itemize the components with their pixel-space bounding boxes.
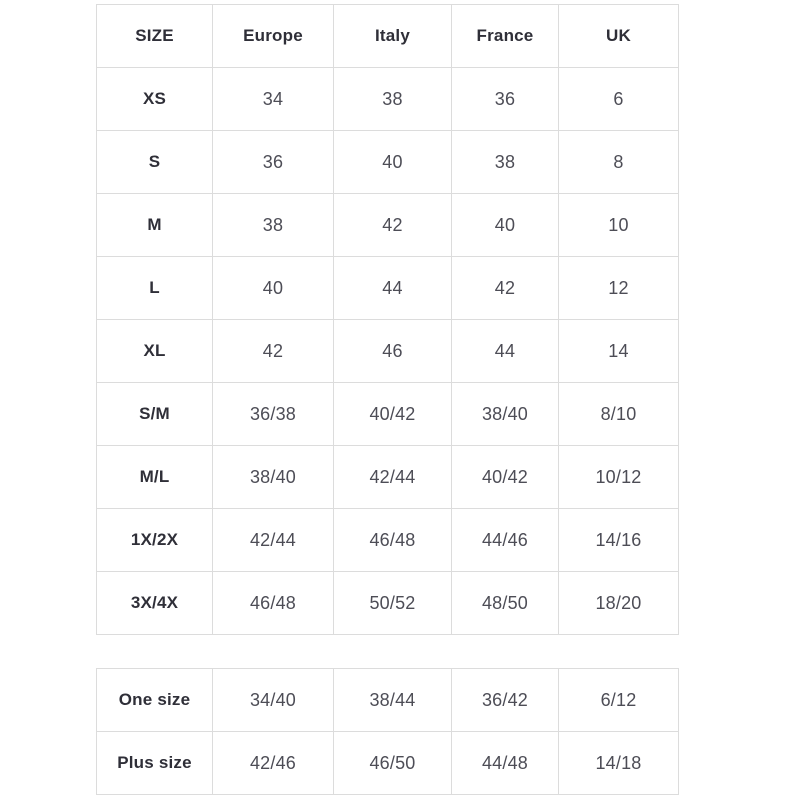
cell-france: 40/42 (452, 446, 559, 509)
size-chart-secondary-table (96, 668, 679, 795)
cell-italy: 40/42 (334, 383, 452, 446)
cell-uk: 12 (559, 257, 679, 320)
cell-europe: 36/38 (213, 383, 334, 446)
row-label: M/L (97, 446, 213, 509)
cell-uk: 14 (559, 320, 679, 383)
cell-europe: 38 (213, 194, 334, 257)
table-row-xs (97, 68, 679, 131)
column-header-uk: UK (559, 5, 679, 68)
row-label: S (97, 131, 213, 194)
cell-europe: 42/46 (213, 732, 334, 795)
table-row-m-l (97, 446, 679, 509)
cell-france: 42 (452, 257, 559, 320)
row-label: M (97, 194, 213, 257)
cell-uk: 8 (559, 131, 679, 194)
table-row-l (97, 257, 679, 320)
cell-uk: 10 (559, 194, 679, 257)
cell-uk: 6/12 (559, 669, 679, 732)
cell-france: 44/48 (452, 732, 559, 795)
row-label: XS (97, 68, 213, 131)
table-row-3x-4x (97, 572, 679, 635)
size-chart-main-table (96, 4, 679, 635)
table-row-plus-size (97, 732, 679, 795)
header-row (97, 5, 679, 68)
row-label: S/M (97, 383, 213, 446)
cell-europe: 36 (213, 131, 334, 194)
cell-italy: 46 (334, 320, 452, 383)
table-row-xl (97, 320, 679, 383)
cell-italy: 42 (334, 194, 452, 257)
table-row-1x-2x (97, 509, 679, 572)
cell-france: 38/40 (452, 383, 559, 446)
cell-uk: 8/10 (559, 383, 679, 446)
cell-france: 36/42 (452, 669, 559, 732)
row-label: 1X/2X (97, 509, 213, 572)
cell-france: 44/46 (452, 509, 559, 572)
column-header-france: France (452, 5, 559, 68)
cell-italy: 44 (334, 257, 452, 320)
cell-uk: 14/16 (559, 509, 679, 572)
cell-france: 44 (452, 320, 559, 383)
row-label: XL (97, 320, 213, 383)
cell-europe: 38/40 (213, 446, 334, 509)
cell-italy: 42/44 (334, 446, 452, 509)
cell-italy: 46/50 (334, 732, 452, 795)
row-label: Plus size (97, 732, 213, 795)
cell-italy: 40 (334, 131, 452, 194)
table-row-s (97, 131, 679, 194)
table-row-m (97, 194, 679, 257)
row-label: One size (97, 669, 213, 732)
cell-italy: 38 (334, 68, 452, 131)
cell-france: 36 (452, 68, 559, 131)
cell-italy: 38/44 (334, 669, 452, 732)
cell-europe: 40 (213, 257, 334, 320)
cell-europe: 34 (213, 68, 334, 131)
row-label: 3X/4X (97, 572, 213, 635)
table-row-one-size (97, 669, 679, 732)
row-label: L (97, 257, 213, 320)
cell-europe: 42/44 (213, 509, 334, 572)
cell-europe: 34/40 (213, 669, 334, 732)
cell-france: 40 (452, 194, 559, 257)
cell-europe: 46/48 (213, 572, 334, 635)
cell-uk: 10/12 (559, 446, 679, 509)
cell-uk: 14/18 (559, 732, 679, 795)
table-row-s-m (97, 383, 679, 446)
cell-italy: 50/52 (334, 572, 452, 635)
cell-france: 38 (452, 131, 559, 194)
cell-uk: 6 (559, 68, 679, 131)
cell-europe: 42 (213, 320, 334, 383)
column-header-italy: Italy (334, 5, 452, 68)
column-header-size: SIZE (97, 5, 213, 68)
cell-france: 48/50 (452, 572, 559, 635)
cell-italy: 46/48 (334, 509, 452, 572)
cell-uk: 18/20 (559, 572, 679, 635)
column-header-europe: Europe (213, 5, 334, 68)
